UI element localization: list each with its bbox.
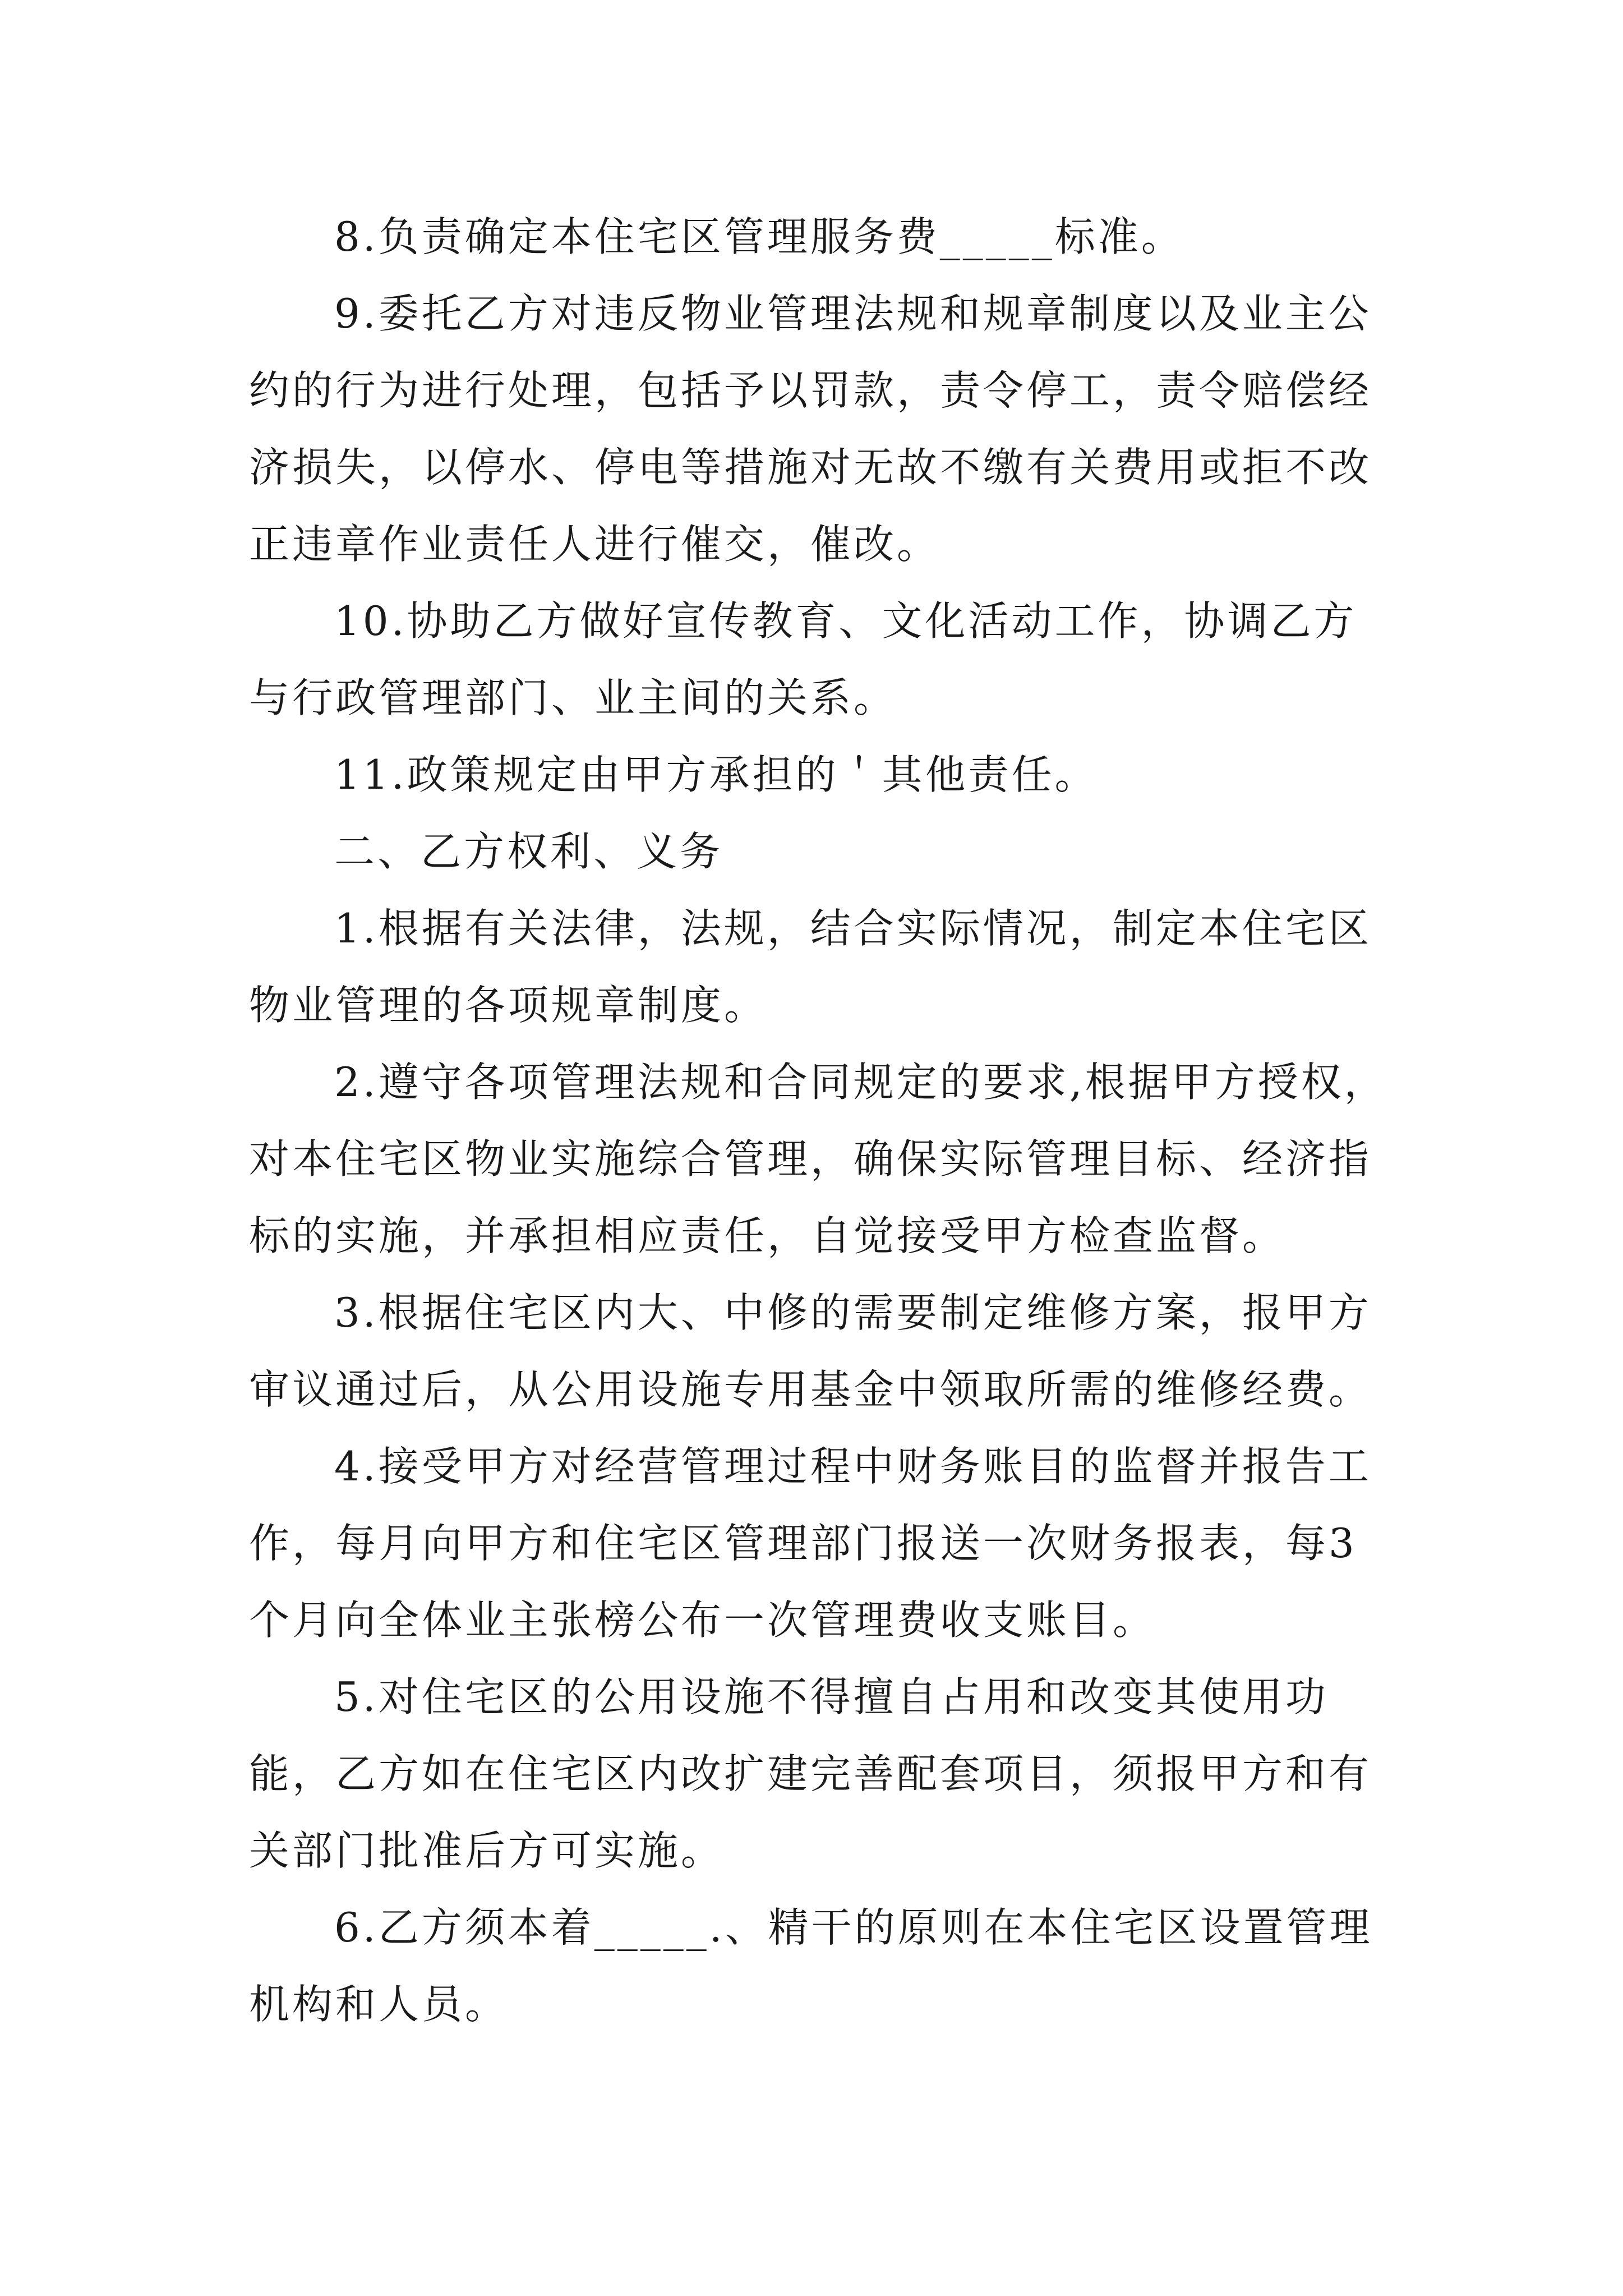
paragraph-item-10: 10.协助乙方做好宣传教育、文化活动工作，协调乙方与行政管理部门、业主间的关系。 (249, 597, 1357, 721)
paragraph-item-8: 8.负责确定本住宅区管理服务费_____标准。 (334, 213, 1184, 260)
paragraph-item-1: 1.根据有关法律，法规，结合实际情况，制定本住宅区物业管理的各项规章制度。 (249, 905, 1372, 1029)
body-text (249, 199, 1393, 2043)
paragraph-item-5: 5.对住宅区的公用设施不得擅自占用和改变其使用功能，乙方如在住宅区内改扩建完善配套项目，须报甲方和有关部门批准后方可实施。 (249, 1673, 1372, 1874)
paragraph-item-11: 11.政策规定由甲方承担的＇其他责任。 (334, 751, 1098, 798)
paragraph-item-6: 6.乙方须本着_____.、精干的原则在本住宅区设置管理机构和人员。 (249, 1904, 1373, 2028)
paragraph-item-2: 2.遵守各项管理法规和合同规定的要求,根据甲方授权，对本住宅区物业实施综合管理，确保实际管理目标、经济指标的实施，并承担相应责任，自觉接受甲方检查监督。 (249, 1059, 1387, 1259)
section-heading: 二、乙方权利、义务 (334, 828, 723, 875)
paragraph-item-9: 9.委托乙方对违反物业管理法规和规章制度以及业主公约的行为进行处理，包括予以罚款，责令停工，责令赔偿经济损失，以停水、停电等措施对无故不缴有关费用或拒不改正违章作业责任人进行催交，催改。 (249, 290, 1372, 568)
paragraph-item-3: 3.根据住宅区内大、中修的需要制定维修方案，报甲方审议通过后，从公用设施专用基金中领取所需的维修经费。 (249, 1289, 1372, 1413)
paragraph-item-4: 4.接受甲方对经营管理过程中财务账目的监督并报告工作，每月向甲方和住宅区管理部门报送一次财务报表，每3个月向全体业主张榜公布一次管理费收支账目。 (249, 1443, 1372, 1644)
